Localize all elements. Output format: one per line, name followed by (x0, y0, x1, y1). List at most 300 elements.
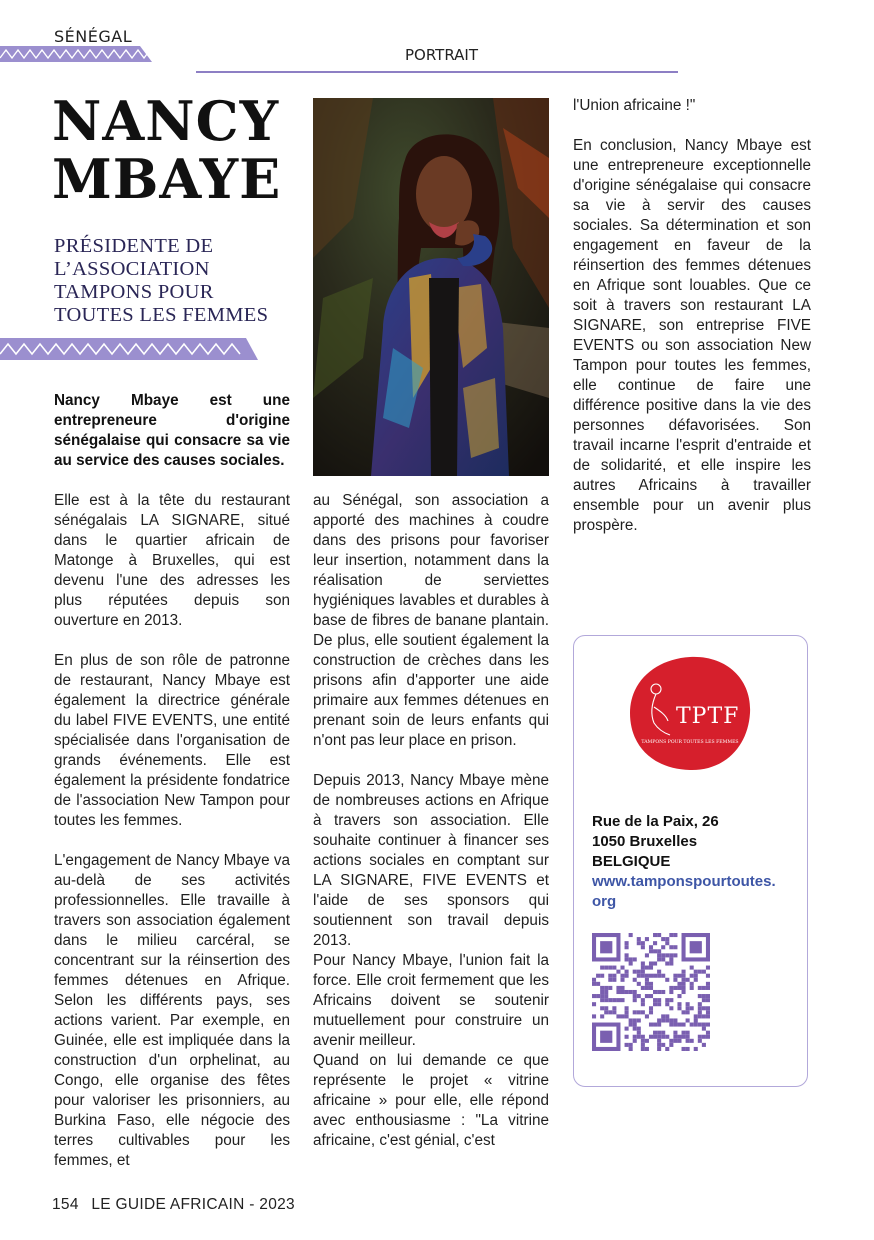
qr-module (677, 1002, 681, 1006)
qr-module (665, 1035, 669, 1039)
qr-module (629, 1023, 633, 1027)
qr-module (657, 933, 661, 937)
qr-module (665, 937, 669, 941)
qr-module (665, 998, 669, 1002)
qr-module (641, 1010, 645, 1014)
qr-module (677, 1035, 681, 1039)
qr-module (600, 974, 604, 978)
qr-module (625, 1010, 629, 1014)
qr-module (698, 1035, 702, 1039)
qr-module (653, 990, 657, 994)
qr-module (637, 1027, 641, 1031)
qr-module (653, 974, 657, 978)
qr-module (600, 998, 604, 1002)
qr-module (633, 1018, 637, 1022)
qr-module (661, 1014, 665, 1018)
qr-module (653, 949, 657, 953)
qr-module (698, 1023, 702, 1027)
qr-module (661, 957, 665, 961)
qr-module (653, 1035, 657, 1039)
qr-module (608, 998, 612, 1002)
qr-module (625, 1035, 629, 1039)
qr-module (637, 941, 641, 945)
qr-module (682, 1023, 686, 1027)
qr-module (682, 1047, 686, 1051)
qr-module (649, 986, 653, 990)
paragraph: Quand on lui demande ce que représente le projet « vitrine africaine » pour elle, elle répond avec enthousiasme : "La vitrine africaine, c'est génial, c'est (313, 1052, 549, 1149)
qr-module (657, 974, 661, 978)
article-title (52, 89, 302, 211)
qr-module (690, 966, 694, 970)
qr-module (673, 945, 677, 949)
qr-module (612, 978, 616, 982)
qr-module (665, 978, 669, 982)
qr-module (694, 1047, 698, 1051)
qr-module (620, 990, 624, 994)
qr-module (629, 1018, 633, 1022)
qr-module (641, 966, 645, 970)
qr-module (645, 974, 649, 978)
qr-module (641, 1039, 645, 1043)
qr-module (620, 1014, 624, 1018)
qr-module (677, 994, 681, 998)
qr-module (604, 990, 608, 994)
qr-module (706, 1006, 710, 1010)
qr-module (625, 957, 629, 961)
qr-module (637, 937, 641, 941)
website-link-line-1: www.tamponspourtoutes. (592, 873, 776, 890)
qr-module (600, 1014, 604, 1018)
qr-module (608, 966, 612, 970)
qr-module (673, 1035, 677, 1039)
qr-module (608, 974, 612, 978)
article-column-2 (313, 491, 549, 1151)
category-label: PORTRAIT (405, 46, 479, 64)
qr-module (661, 974, 665, 978)
qr-module (682, 990, 686, 994)
paragraph: au Sénégal, son association a apporté des machines à coudre dans des prisons pour favoriser leur insertion, notamment dans la réalisation de serviettes hygiéniques lavables et durables à base de fibres de banane plantain. De plus, elle soutient également la construction de crèches dans les prisons afin d'apporter une aide primaire aux femmes détenues en prenant soin de leurs enfants qui n'ont pas leur place en prison. (313, 492, 549, 749)
qr-module (645, 986, 649, 990)
qr-module (649, 945, 653, 949)
qr-module (641, 961, 645, 965)
qr-module (641, 998, 645, 1002)
qr-module (657, 1018, 661, 1022)
qr-module (677, 1023, 681, 1027)
qr-module (682, 982, 686, 986)
qr-module (633, 1035, 637, 1039)
qr-module (592, 1014, 596, 1018)
qr-module (702, 1035, 706, 1039)
qr-module (702, 1006, 706, 1010)
article-subtitle (54, 235, 284, 327)
zigzag-ornament-top (0, 46, 158, 62)
title-line-1: NANCY (52, 89, 280, 153)
qr-module (625, 1014, 629, 1018)
section-label: SÉNÉGAL (54, 27, 133, 46)
qr-module (673, 974, 677, 978)
qr-module (690, 974, 694, 978)
qr-module (673, 1031, 677, 1035)
qr-module (604, 966, 608, 970)
qr-module (677, 986, 681, 990)
qr-module (698, 986, 702, 990)
qr-module (706, 998, 710, 1002)
qr-module (596, 974, 600, 978)
qr-module (641, 941, 645, 945)
logo-text: TPTF (676, 704, 740, 729)
qr-module (657, 1035, 661, 1039)
qr-module (682, 1035, 686, 1039)
qr-module (645, 953, 649, 957)
qr-module (604, 1010, 608, 1014)
qr-module (608, 978, 612, 982)
qr-module (682, 1031, 686, 1035)
paragraph: l'Union africaine !" (573, 97, 696, 114)
qr-module (706, 974, 710, 978)
qr-module (592, 994, 596, 998)
qr-module (629, 990, 633, 994)
qr-module (702, 998, 706, 1002)
qr-module (625, 1043, 629, 1047)
qr-module (661, 945, 665, 949)
qr-module (637, 994, 641, 998)
qr-module (653, 1031, 657, 1035)
qr-module (706, 1010, 710, 1014)
title-line-2: MBAYE (52, 147, 282, 211)
subtitle-line: TAMPONS POUR (54, 281, 214, 303)
qr-module (698, 1014, 702, 1018)
qr-module (682, 1010, 686, 1014)
qr-module (657, 990, 661, 994)
qr-module (698, 1039, 702, 1043)
qr-module (645, 1047, 649, 1051)
address-street: Rue de la Paix, 26 (592, 813, 719, 830)
qr-module (604, 1006, 608, 1010)
qr-module (633, 998, 637, 1002)
qr-module (673, 1018, 677, 1022)
qr-module (633, 994, 637, 998)
qr-module (600, 1006, 604, 1010)
qr-module (612, 974, 616, 978)
qr-code-icon[interactable] (592, 933, 710, 1051)
qr-module (604, 994, 608, 998)
qr-module (669, 990, 673, 994)
qr-module (637, 1031, 641, 1035)
qr-module (669, 957, 673, 961)
qr-module (657, 1023, 661, 1027)
qr-module (616, 1014, 620, 1018)
qr-module (669, 933, 673, 937)
qr-module (694, 978, 698, 982)
qr-module (665, 941, 669, 945)
qr-module (625, 970, 629, 974)
qr-module (686, 1039, 690, 1043)
page-footer (52, 1196, 295, 1214)
address-city: 1050 Bruxelles (592, 833, 698, 850)
qr-module (673, 1023, 677, 1027)
website-link-line-2: org (592, 893, 617, 910)
qr-module (625, 945, 629, 949)
qr-module (682, 974, 686, 978)
paragraph: Pour Nancy Mbaye, l'union fait la force. Elle croit fermement que les Africains doivent se soutenir mutuellement pour construire un avenir meilleur. (313, 952, 549, 1049)
qr-module (657, 949, 661, 953)
qr-module (653, 933, 657, 937)
qr-module (669, 953, 673, 957)
qr-module (702, 1027, 706, 1031)
qr-module (653, 1002, 657, 1006)
qr-module (620, 986, 624, 990)
zigzag-ornament-middle (0, 338, 258, 360)
qr-module (669, 1039, 673, 1043)
qr-module (604, 986, 608, 990)
qr-module (620, 998, 624, 1002)
qr-module (616, 990, 620, 994)
qr-module (669, 1043, 673, 1047)
qr-module (702, 970, 706, 974)
qr-module (677, 1006, 681, 1010)
paragraph: L'engagement de Nancy Mbaye va au-delà de ses activités professionnelles. Elle travaille à travers son association également dans le milieu carcéral, se concentrant sur la réinsertion des femmes détenues en Afrique. Selon les différents pays, ses actions varient. Par exemple, en Guinée, elle est impliquée dans la construction d'un orphelinat, au Congo, elle organise des fêtes pour valoriser les prisonniers, au Burkina Faso, elle négocie des terres cultivables pour les femmes, et (54, 852, 290, 1169)
qr-module (661, 953, 665, 957)
qr-module (694, 1014, 698, 1018)
qr-module (686, 1010, 690, 1014)
article-lead: Nancy Mbaye est une entrepreneure d'origine sénégalaise qui consacre sa vie au service des causes sociales. (54, 392, 290, 469)
qr-module (600, 1031, 612, 1043)
tptf-logo (628, 655, 752, 772)
qr-module (661, 1035, 665, 1039)
qr-module (645, 994, 649, 998)
qr-module (625, 953, 629, 957)
qr-module (641, 1002, 645, 1006)
qr-module (649, 961, 653, 965)
subtitle-line: TOUTES LES FEMMES (54, 304, 269, 326)
qr-module (625, 1006, 629, 1010)
qr-module (698, 970, 702, 974)
qr-module (649, 949, 653, 953)
qr-module (694, 970, 698, 974)
qr-module (682, 978, 686, 982)
qr-module (633, 957, 637, 961)
qr-module (669, 998, 673, 1002)
website-link[interactable] (592, 872, 797, 912)
qr-module (706, 1023, 710, 1027)
qr-module (657, 970, 661, 974)
qr-module (665, 961, 669, 965)
qr-module (600, 994, 604, 998)
qr-module (706, 966, 710, 970)
qr-module (629, 933, 633, 937)
qr-module (690, 941, 702, 953)
qr-module (686, 1018, 690, 1022)
qr-module (649, 966, 653, 970)
qr-module (686, 1035, 690, 1039)
qr-module (673, 978, 677, 982)
qr-module (669, 1023, 673, 1027)
qr-module (625, 990, 629, 994)
qr-module (633, 1027, 637, 1031)
qr-module (669, 961, 673, 965)
qr-module (669, 1006, 673, 1010)
qr-module (706, 982, 710, 986)
qr-module (612, 998, 616, 1002)
qr-module (616, 998, 620, 1002)
qr-module (661, 1031, 665, 1035)
qr-module (649, 982, 653, 986)
qr-module (592, 978, 596, 982)
qr-module (657, 998, 661, 1002)
qr-module (641, 974, 645, 978)
qr-module (677, 974, 681, 978)
article-column-1 (54, 491, 290, 1171)
qr-module (682, 970, 686, 974)
portrait-photo (313, 98, 549, 476)
qr-module (682, 986, 686, 990)
qr-module (616, 986, 620, 990)
qr-module (653, 1023, 657, 1027)
logo-subtext: TAMPONS POUR TOUTES LES FEMMES (641, 740, 739, 745)
qr-module (629, 1047, 633, 1051)
qr-module (604, 998, 608, 1002)
qr-module (677, 982, 681, 986)
qr-module (669, 945, 673, 949)
qr-module (665, 1002, 669, 1006)
qr-module (633, 970, 637, 974)
header-rule (196, 71, 678, 73)
qr-module (592, 1002, 596, 1006)
qr-module (686, 1006, 690, 1010)
qr-module (608, 1010, 612, 1014)
qr-module (706, 1031, 710, 1035)
qr-module (637, 974, 641, 978)
qr-module (706, 994, 710, 998)
qr-module (698, 1002, 702, 1006)
qr-module (673, 986, 677, 990)
qr-module (641, 945, 645, 949)
subtitle-line: PRÉSIDENTE DE (54, 235, 214, 257)
qr-module (686, 1002, 690, 1006)
qr-module (641, 970, 645, 974)
paragraph: En conclusion, Nancy Mbaye est une entrepreneure exceptionnelle d'origine sénégalaise qui consacre sa vie à servir des causes sociales. Sa détermination et son engagement en faveur de la réinsertion des femmes détenues en Afrique sont louables. Que ce soit à travers son restaurant LA SIGNARE, son entreprise FIVE EVENTS ou son association New Tampon pour toutes les femmes, elle continue de faire une différence positive dans la vie des personnes défavorisées. Son travail incarne l'esprit d'entraide et de solidarité, et elle inspire les autres Africains à travailler ensemble pour un avenir plus prospère. (573, 137, 811, 534)
page-number: 154 (52, 1196, 79, 1213)
qr-module (649, 1023, 653, 1027)
qr-module (702, 1023, 706, 1027)
qr-module (657, 957, 661, 961)
qr-module (637, 1035, 641, 1039)
qr-module (665, 1047, 669, 1051)
qr-module (596, 982, 600, 986)
qr-module (702, 1014, 706, 1018)
qr-module (633, 1039, 637, 1043)
qr-module (690, 986, 694, 990)
qr-module (600, 986, 604, 990)
qr-module (673, 953, 677, 957)
qr-module (690, 1023, 694, 1027)
qr-module (698, 1006, 702, 1010)
contact-address (592, 812, 797, 912)
qr-module (686, 1031, 690, 1035)
qr-module (669, 986, 673, 990)
qr-module (641, 986, 645, 990)
address-country: BELGIQUE (592, 853, 671, 870)
qr-module (620, 974, 624, 978)
article-column-3 (573, 96, 811, 536)
qr-module (690, 982, 694, 986)
qr-module (653, 941, 657, 945)
qr-module (600, 966, 604, 970)
paragraph: Depuis 2013, Nancy Mbaye mène de nombreuses actions en Afrique à travers son association. Elle souhaite continuer à financer ses actions sociales en comptant sur LA SIGNARE, FIVE EVENTS et l'aide de ses sponsors qui soutiennent son travail depuis 2013. (313, 772, 549, 949)
qr-module (641, 1047, 645, 1051)
qr-module (625, 1027, 629, 1031)
qr-module (608, 986, 612, 990)
qr-module (645, 966, 649, 970)
qr-module (698, 1010, 702, 1014)
qr-module (649, 974, 653, 978)
qr-module (649, 1010, 653, 1014)
qr-module (645, 1014, 649, 1018)
qr-module (694, 1018, 698, 1022)
qr-module (657, 1031, 661, 1035)
qr-module (694, 1023, 698, 1027)
qr-module (637, 1018, 641, 1022)
qr-module (686, 978, 690, 982)
paragraph: Elle est à la tête du restaurant sénégalais LA SIGNARE, situé dans le quartier africain de Matonge à Bruxelles, qui est devenu l'une des adresses les plus réputées depuis son ouverture en 2013. (54, 492, 290, 629)
qr-module (690, 1039, 694, 1043)
qr-module (706, 986, 710, 990)
qr-module (629, 957, 633, 961)
qr-module (629, 961, 633, 965)
qr-module (702, 986, 706, 990)
qr-module (657, 1047, 661, 1051)
qr-module (600, 990, 604, 994)
qr-module (592, 982, 596, 986)
qr-module (661, 937, 665, 941)
qr-module (665, 1018, 669, 1022)
qr-module (677, 1039, 681, 1043)
qr-module (669, 1018, 673, 1022)
qr-module (690, 1006, 694, 1010)
qr-module (645, 978, 649, 982)
qr-module (661, 1043, 665, 1047)
qr-module (645, 982, 649, 986)
qr-module (706, 1035, 710, 1039)
qr-module (657, 1002, 661, 1006)
qr-module (616, 970, 620, 974)
qr-module (657, 1043, 661, 1047)
qr-module (637, 982, 641, 986)
qr-module (633, 1010, 637, 1014)
qr-module (673, 1039, 677, 1043)
qr-module (600, 941, 612, 953)
qr-module (649, 994, 653, 998)
qr-module (620, 966, 624, 970)
qr-module (661, 1018, 665, 1022)
qr-module (702, 994, 706, 998)
qr-module (620, 978, 624, 982)
qr-module (633, 990, 637, 994)
qr-module (694, 974, 698, 978)
qr-module (637, 970, 641, 974)
qr-module (596, 994, 600, 998)
qr-module (661, 990, 665, 994)
qr-module (645, 1039, 649, 1043)
qr-module (625, 974, 629, 978)
qr-module (612, 1010, 616, 1014)
qr-module (641, 1035, 645, 1039)
qr-module (706, 1014, 710, 1018)
qr-module (698, 994, 702, 998)
qr-module (629, 1043, 633, 1047)
qr-module (665, 953, 669, 957)
qr-module (645, 937, 649, 941)
